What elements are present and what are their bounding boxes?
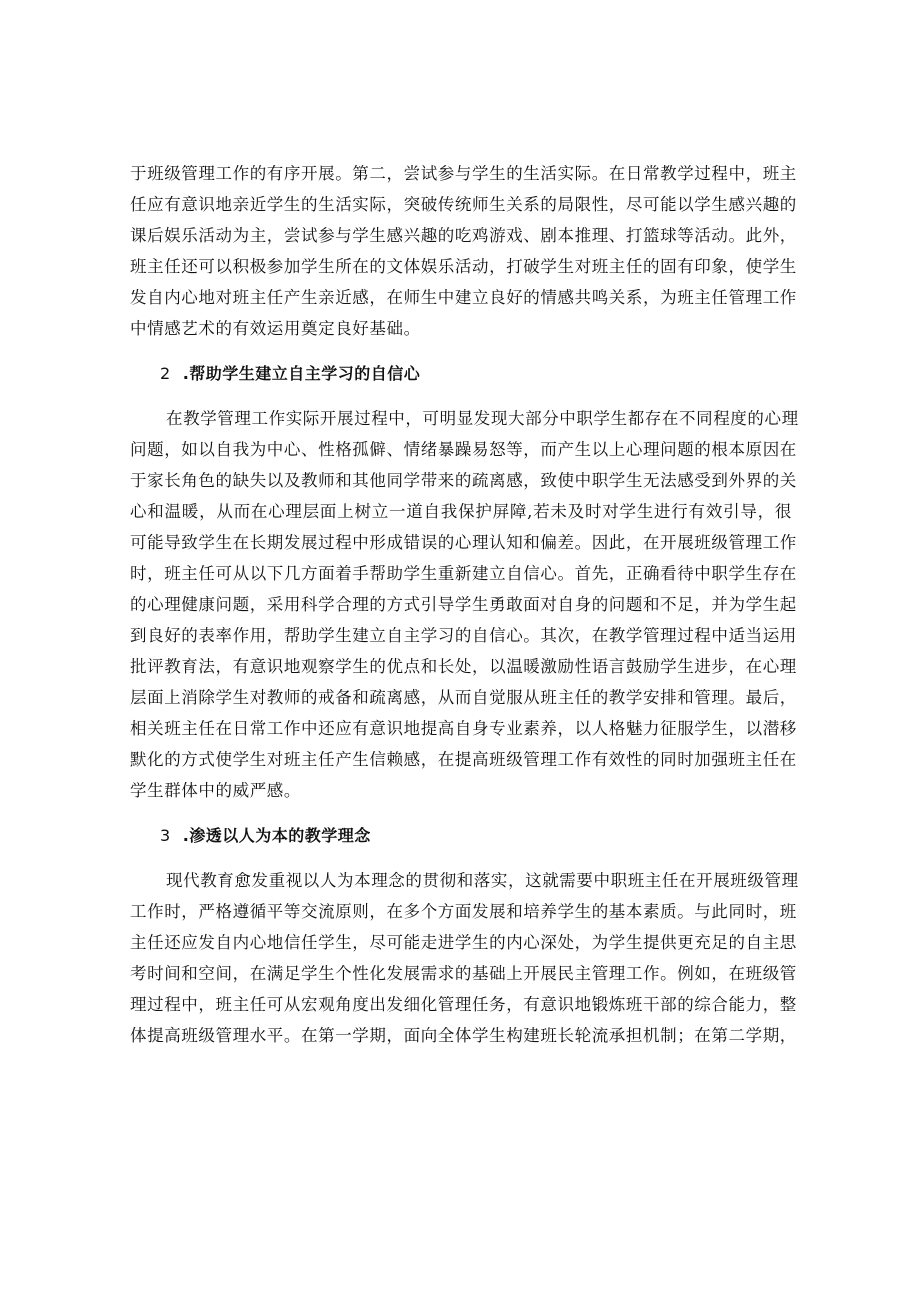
text-line: 于班级管理工作的有序开展。第二，尝试参与学生的生活实际。在日常教学过程中，班主 bbox=[130, 164, 797, 183]
text-line: 考时间和空间，在满足学生个性化发展需求的基础上开展民主管理工作。例如，在班级管 bbox=[130, 964, 797, 983]
heading-number: 3 bbox=[160, 826, 171, 845]
text-line: 体提高班级管理水平。在第一学期，面向全体学生构建班长轮流承担机制；在第二学期， bbox=[130, 1026, 797, 1045]
text-line: 相关班主任在日常工作中还应有意识地提高自身专业素养，以人格魅力征服学生，以潜移 bbox=[130, 719, 797, 738]
heading-text: .帮助学生建立自主学习的自信心 bbox=[182, 364, 421, 383]
text-line: 心和温暖，从而在心理层面上树立一道自我保护屏障,若未及时对学生进行有效引导，很 bbox=[130, 502, 792, 521]
paragraph-continuation bbox=[130, 158, 797, 344]
text-line: 理过程中，班主任可从宏观角度出发细化管理任务，有意识地锻炼班干部的综合能力，整 bbox=[130, 995, 797, 1014]
text-line: 可能导致学生在长期发展过程中形成错误的心理认知和偏差。因此，在开展班级管理工作 bbox=[130, 533, 797, 552]
text-line: 班主任还可以积极参加学生所在的文体娱乐活动，打破学生对班主任的固有印象，使学生 bbox=[130, 257, 797, 276]
text-line: 在教学管理工作实际开展过程中，可明显发现大部分中职学生都存在不同程度的心理 bbox=[166, 409, 799, 428]
text-line: 发自内心地对班主任产生亲近感，在师生中建立良好的情感共鸣关系，为班主任管理工作 bbox=[130, 288, 797, 307]
text-line: 工作时，严格遵循平等交流原则，在多个方面发展和培养学生的基本素质。与此同时，班 bbox=[130, 902, 797, 921]
text-line: 时，班主任可从以下几方面着手帮助学生重新建立自信心。首先，正确看待中职学生存在 bbox=[130, 564, 797, 583]
paragraph-self-confidence bbox=[130, 403, 799, 806]
section-heading-2 bbox=[130, 358, 792, 389]
text-line: 现代教育愈发重视以人为本理念的贯彻和落实，这就需要中职班主任在开展班级管理 bbox=[166, 871, 799, 890]
section-heading-3 bbox=[130, 820, 792, 851]
text-line: 主任还应发自内心地信任学生，尽可能走进学生的内心深处，为学生提供更充足的自主思 bbox=[130, 933, 797, 952]
document-page bbox=[130, 158, 799, 1051]
text-line: 问题，如以自我为中心、性格孤僻、情绪暴躁易怒等，而产生以上心理问题的根本原因在 bbox=[130, 440, 797, 459]
text-line: 课后娱乐活动为主，尝试参与学生感兴趣的吃鸡游戏、剧本推理、打篮球等活动。此外， bbox=[130, 226, 797, 245]
text-line: 学生群体中的威严感。 bbox=[130, 781, 301, 800]
text-line: 的心理健康问题，采用科学合理的方式引导学生勇敢面对自身的问题和不足，并为学生起 bbox=[130, 595, 797, 614]
text-line: 任应有意识地亲近学生的生活实际，突破传统师生关系的局限性，尽可能以学生感兴趣的 bbox=[130, 195, 797, 214]
text-line: 中情感艺术的有效运用奠定良好基础。 bbox=[130, 319, 421, 338]
text-line: 到良好的表率作用，帮助学生建立自主学习的自信心。其次，在教学管理过程中适当运用 bbox=[130, 626, 797, 645]
text-line: 默化的方式使学生对班主任产生信赖感，在提高班级管理工作有效性的同时加强班主任在 bbox=[130, 750, 797, 769]
heading-number: 2 bbox=[160, 364, 171, 383]
heading-text: .渗透以人为本的教学理念 bbox=[182, 826, 371, 845]
paragraph-people-oriented bbox=[130, 865, 799, 1051]
text-line: 层面上消除学生对教师的戒备和疏离感，从而自觉服从班主任的教学安排和管理。最后， bbox=[130, 688, 797, 707]
text-line: 批评教育法，有意识地观察学生的优点和长处，以温暖激励性语言鼓励学生进步，在心理 bbox=[130, 657, 797, 676]
text-line: 于家长角色的缺失以及教师和其他同学带来的疏离感，致使中职学生无法感受到外界的关 bbox=[130, 471, 797, 490]
